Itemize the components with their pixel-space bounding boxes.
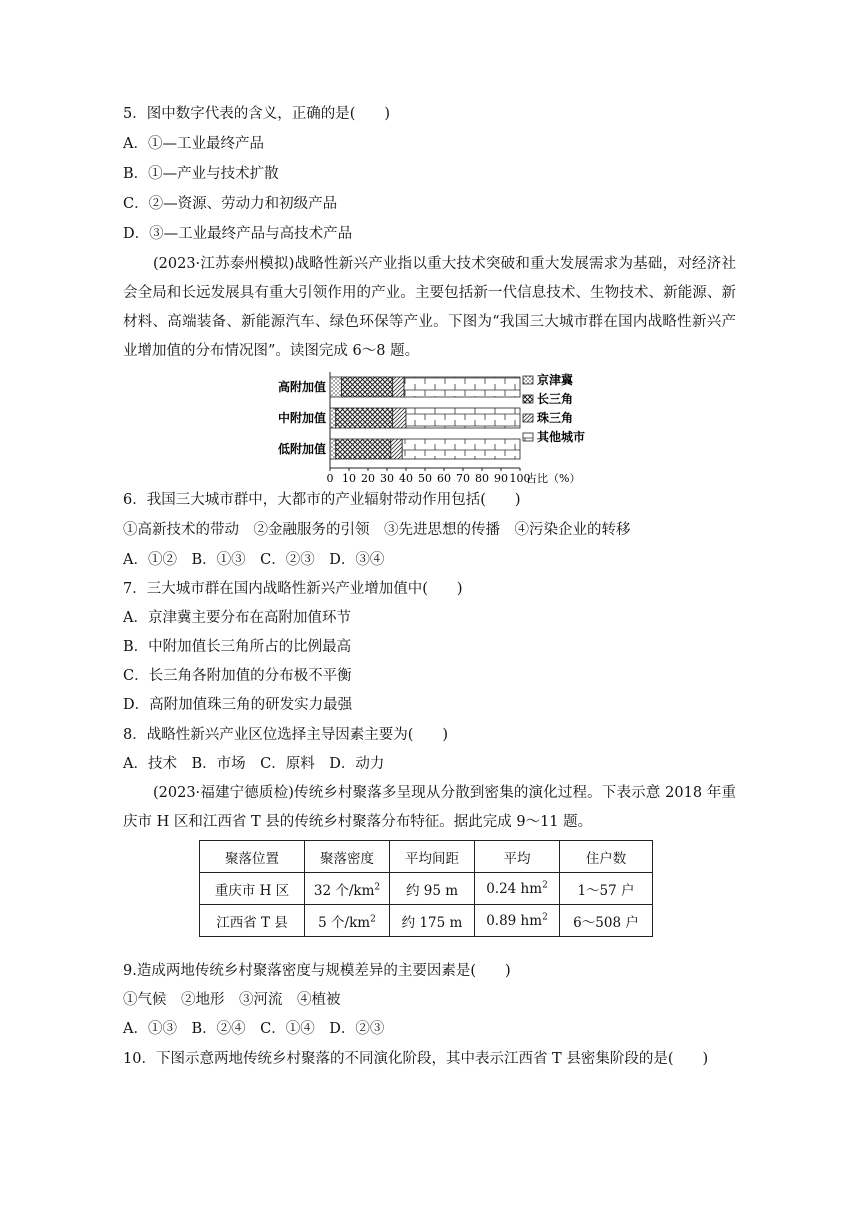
table-cell — [305, 873, 390, 905]
bar-segment — [341, 377, 392, 397]
q6-stem: 6．我国三大城市群中，大都市的产业辐射带动作用包括( ) — [123, 492, 521, 508]
bar-segment — [404, 377, 520, 397]
x-tick-label: 20 — [361, 472, 375, 484]
bar-segment — [406, 408, 520, 428]
superscript: 2 — [370, 914, 376, 924]
bar-segment — [330, 439, 336, 459]
x-tick-label: 80 — [475, 472, 489, 484]
bar-segment — [402, 439, 520, 459]
bar-segment — [330, 408, 336, 428]
x-tick-label: 100 — [509, 472, 531, 484]
table-cell — [305, 905, 390, 937]
stacked-bar-chart — [265, 372, 635, 484]
q5-option-a: A．①—工业最终产品 — [123, 136, 264, 152]
table-header: 聚落密度 — [305, 841, 390, 873]
category-label: 高附加值 — [277, 380, 326, 394]
bar-segment — [336, 408, 393, 428]
q6-items: ①高新技术的带动 ②金融服务的引领 ③先进思想的传播 ④污染企业的转移 — [123, 522, 631, 538]
q8-options: A．技术 B．市场 C．原料 D．动力 — [123, 756, 385, 772]
legend-swatch — [523, 433, 533, 441]
legend-label: 珠三角 — [537, 411, 574, 425]
table-header: 住户数 — [560, 841, 653, 873]
q5-option-c: C．②—资源、劳动力和初级产品 — [123, 196, 338, 212]
bar-segment — [391, 439, 402, 459]
area-value: 0.89 hm — [486, 912, 543, 929]
table-cell: 1～57 户 — [560, 873, 653, 905]
x-tick-label: 0 — [326, 472, 334, 484]
settlement-table — [199, 840, 653, 937]
bar-segment — [393, 408, 406, 428]
superscript: 2 — [542, 912, 548, 922]
area-value: 0.24 hm — [486, 880, 543, 897]
x-axis-label: 占比（%） — [526, 472, 581, 484]
table-header-row — [200, 841, 653, 873]
category-label: 低附加值 — [277, 442, 326, 456]
bar-segment — [330, 377, 341, 397]
density-value: 5 个/km — [318, 914, 371, 931]
intro-paragraph-2 — [123, 779, 736, 837]
q5-option-d: D．③—工业最终产品与高技术产品 — [123, 226, 353, 242]
q6-options: A．①② B．①③ C．②③ D．③④ — [123, 552, 385, 568]
x-tick-label: 10 — [342, 472, 356, 484]
x-tick-label: 40 — [399, 472, 413, 484]
q9-options: A．①③ B．②④ C．①④ D．②③ — [123, 1021, 385, 1037]
superscript: 2 — [374, 882, 381, 892]
legend-label: 其他城市 — [537, 430, 586, 444]
table-cell — [475, 905, 560, 937]
intro-1-text: (2023·江苏泰州模拟)战略性新兴产业指以重大技术突破和重大发展需求为基础，对经济社会全局和长远发展具有重大引领作用的产业。主要包括新一代信息技术、生物技术、新能源、新材料、高端装备、新能源汽车、绿色环保等产业。下图为“我国三大城市群在国内战略性新兴产业增加值的分布情况图”。读图完成 6～8 题。 — [123, 256, 736, 359]
table-cell: 江西省 T 县 — [200, 905, 305, 937]
superscript: 2 — [542, 880, 548, 890]
x-tick-label: 30 — [380, 472, 394, 484]
table-cell — [475, 873, 560, 905]
q8-stem: 8．战略性新兴产业区位选择主导因素主要为( ) — [123, 727, 449, 743]
q5-option-b: B．①—产业与技术扩散 — [123, 166, 279, 182]
x-tick-label: 50 — [418, 472, 432, 484]
bar-segment — [336, 439, 391, 459]
density-value: 32 个/km — [313, 882, 375, 899]
q9-stem: 9.造成两地传统乡村聚落密度与规模差异的主要因素是( ) — [123, 963, 511, 979]
q10-stem: 10．下图示意两地传统乡村聚落的不同演化阶段，其中表示江西省 T 县密集阶段的是( ) — [123, 1051, 709, 1067]
intro-2-text: (2023·福建宁德质检)传统乡村聚落多呈现从分散到密集的演化过程。下表示意 2018 年重庆市 H 区和江西省 T 县的传统乡村聚落分布特征。据此完成 9～11 题。 — [123, 785, 736, 830]
q7-option-c: C．长三角各附加值的分布极不平衡 — [123, 668, 352, 684]
legend-label: 京津冀 — [537, 373, 574, 387]
table-cell: 重庆市 H 区 — [200, 873, 305, 905]
table-cell: 约 175 m — [390, 905, 475, 937]
q9-items: ①气候 ②地形 ③河流 ④植被 — [123, 992, 341, 1008]
bar-segment — [393, 377, 404, 397]
intro-paragraph-1 — [123, 250, 736, 366]
table-header: 聚落位置 — [200, 841, 305, 873]
table-row — [200, 905, 653, 937]
table-header: 平均间距 — [390, 841, 475, 873]
x-tick-label: 70 — [456, 472, 470, 484]
x-tick-label: 60 — [437, 472, 451, 484]
category-label: 中附加值 — [277, 411, 326, 425]
q5-stem: 5．图中数字代表的含义，正确的是( ) — [123, 106, 391, 122]
legend-swatch — [523, 395, 533, 403]
x-tick-label: 90 — [494, 472, 508, 484]
q7-option-d: D．高附加值珠三角的研发实力最强 — [123, 697, 353, 713]
q7-stem: 7．三大城市群在国内战略性新兴产业增加值中( ) — [123, 581, 463, 597]
table-header: 平均 — [475, 841, 560, 873]
legend-swatch — [523, 376, 533, 384]
table-cell: 约 95 m — [390, 873, 475, 905]
legend-swatch — [523, 414, 533, 422]
table-row — [200, 873, 653, 905]
table-cell: 6～508 户 — [560, 905, 653, 937]
q7-option-a: A．京津冀主要分布在高附加值环节 — [123, 610, 351, 626]
legend-label: 长三角 — [537, 392, 574, 406]
q7-option-b: B．中附加值长三角所占的比例最高 — [123, 639, 352, 655]
